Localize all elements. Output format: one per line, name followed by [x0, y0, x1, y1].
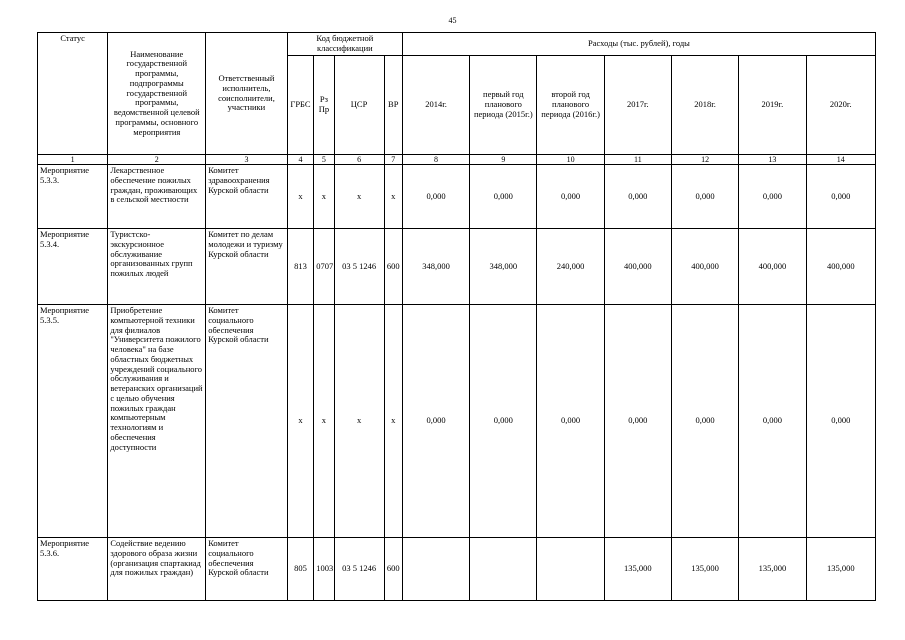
row-rzpr: x — [314, 305, 334, 538]
header-2014: 2014г. — [402, 56, 469, 155]
row-2015 — [470, 538, 537, 601]
column-number-row — [38, 155, 876, 165]
column-number: 10 — [537, 155, 604, 165]
row-2014 — [402, 538, 469, 601]
row-2015: 348,000 — [470, 229, 537, 305]
column-number: 11 — [604, 155, 671, 165]
row-vr: x — [384, 305, 402, 538]
row-2017: 400,000 — [604, 229, 671, 305]
table-row — [38, 165, 876, 229]
row-status: Мероприятие 5.3.3. — [38, 165, 108, 229]
column-number: 1 — [38, 155, 108, 165]
table-row — [38, 305, 876, 538]
column-number: 12 — [671, 155, 738, 165]
header-rzpr: Рз Пр — [314, 56, 334, 155]
header-budget-code: Код бюджетной классификации — [287, 33, 402, 56]
row-csr: x — [334, 305, 384, 538]
row-rzpr: x — [314, 165, 334, 229]
column-number: 2 — [108, 155, 206, 165]
header-expenses: Расходы (тыс. рублей), годы — [402, 33, 875, 56]
row-grbs: x — [287, 165, 314, 229]
row-status: Мероприятие 5.3.5. — [38, 305, 108, 538]
row-responsible: Комитет социального обеспечения Курской области — [206, 538, 288, 601]
column-number: 9 — [470, 155, 537, 165]
column-number: 13 — [739, 155, 806, 165]
page-number: 45 — [448, 16, 457, 25]
header-2020: 2020г. — [806, 56, 875, 155]
row-responsible: Комитет по делам молодежи и туризму Курской области — [206, 229, 288, 305]
row-csr: 03 5 1246 — [334, 538, 384, 601]
row-2018: 0,000 — [671, 165, 738, 229]
row-status: Мероприятие 5.3.6. — [38, 538, 108, 601]
header-2016: второй год планового периода (2016г.) — [537, 56, 604, 155]
row-csr: x — [334, 165, 384, 229]
row-2016 — [537, 538, 604, 601]
row-2020: 0,000 — [806, 305, 875, 538]
header-2015: первый год планового периода (2015г.) — [470, 56, 537, 155]
row-csr: 03 5 1246 — [334, 229, 384, 305]
header-name: Наименование государственной программы, подпрограммы государственной программы, ведомственной целевой программы, основного мероприятия — [108, 33, 206, 155]
header-status: Статус — [38, 33, 108, 155]
header-grbs: ГРБС — [287, 56, 314, 155]
header-vr: ВР — [384, 56, 402, 155]
row-2019: 400,000 — [739, 229, 806, 305]
header-responsible: Ответственный исполнитель, соисполнители, участники — [206, 33, 288, 155]
column-number: 7 — [384, 155, 402, 165]
row-vr: 600 — [384, 538, 402, 601]
row-grbs: x — [287, 305, 314, 538]
row-responsible: Комитет социального обеспечения Курской области — [206, 305, 288, 538]
row-2015: 0,000 — [470, 305, 537, 538]
column-number: 8 — [402, 155, 469, 165]
row-name: Лекарственное обеспечение пожилых граждан, проживающих в сельской местности — [108, 165, 206, 229]
row-2020: 0,000 — [806, 165, 875, 229]
row-rzpr: 1003 — [314, 538, 334, 601]
row-name: Приобретение компьютерной техники для филиалов "Университета пожилого человека" на базе областных бюджетных учреждений социального обслуживания и ветеранских организаций с целью обучения пожилых граждан компьютерным технологиям и обеспечения доступности — [108, 305, 206, 538]
header-csr: ЦСР — [334, 56, 384, 155]
table-row — [38, 538, 876, 601]
row-2017: 135,000 — [604, 538, 671, 601]
row-grbs: 813 — [287, 229, 314, 305]
row-2020: 400,000 — [806, 229, 875, 305]
row-2017: 0,000 — [604, 305, 671, 538]
row-grbs: 805 — [287, 538, 314, 601]
row-2018: 0,000 — [671, 305, 738, 538]
row-2014: 0,000 — [402, 165, 469, 229]
header-2018: 2018г. — [671, 56, 738, 155]
header-2017: 2017г. — [604, 56, 671, 155]
row-2016: 0,000 — [537, 305, 604, 538]
table-row — [38, 229, 876, 305]
row-2016: 0,000 — [537, 165, 604, 229]
column-number: 3 — [206, 155, 288, 165]
column-number: 5 — [314, 155, 334, 165]
row-2017: 0,000 — [604, 165, 671, 229]
column-number: 14 — [806, 155, 875, 165]
row-2018: 135,000 — [671, 538, 738, 601]
row-responsible: Комитет здравоохранения Курской области — [206, 165, 288, 229]
row-name: Туристско-экскурсионное обслуживание организованных групп пожилых людей — [108, 229, 206, 305]
row-2016: 240,000 — [537, 229, 604, 305]
row-2020: 135,000 — [806, 538, 875, 601]
row-status: Мероприятие 5.3.4. — [38, 229, 108, 305]
column-number: 4 — [287, 155, 314, 165]
row-2014: 0,000 — [402, 305, 469, 538]
row-2015: 0,000 — [470, 165, 537, 229]
row-2019: 0,000 — [739, 165, 806, 229]
row-2018: 400,000 — [671, 229, 738, 305]
row-name: Содействие ведению здорового образа жизни (организация спартакиад для пожилых граждан) — [108, 538, 206, 601]
column-number: 6 — [334, 155, 384, 165]
row-2019: 135,000 — [739, 538, 806, 601]
header-2019: 2019г. — [739, 56, 806, 155]
row-2014: 348,000 — [402, 229, 469, 305]
row-vr: x — [384, 165, 402, 229]
row-vr: 600 — [384, 229, 402, 305]
budget-table — [37, 32, 876, 601]
row-rzpr: 0707 — [314, 229, 334, 305]
row-2019: 0,000 — [739, 305, 806, 538]
